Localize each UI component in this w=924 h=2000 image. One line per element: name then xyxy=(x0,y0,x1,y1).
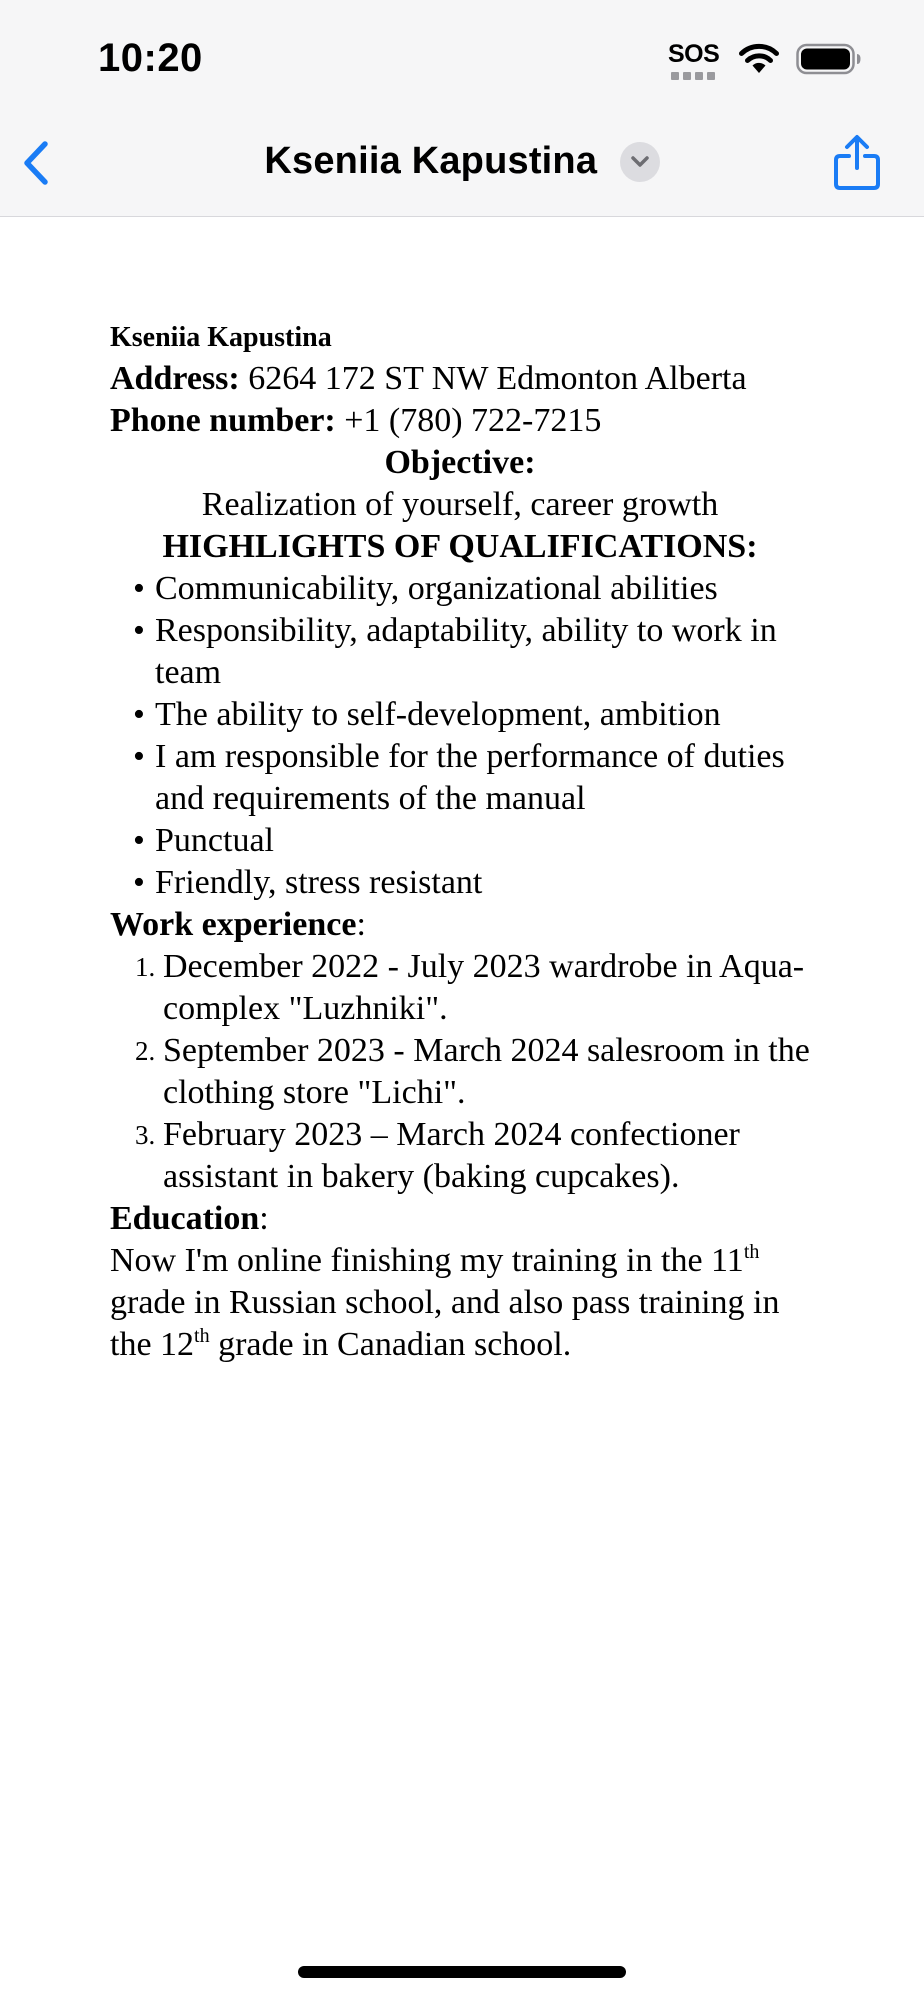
education-heading: Education xyxy=(110,1200,260,1237)
resume-document xyxy=(110,318,810,1366)
bullet-icon: • xyxy=(133,612,145,649)
bullet-icon: • xyxy=(133,570,145,607)
list-item: • The ability to self-development, ambition xyxy=(110,694,810,736)
chevron-down-icon xyxy=(630,154,650,170)
objective-heading: Objective: xyxy=(384,444,536,481)
status-time: 10:20 xyxy=(98,36,203,80)
education-heading-line: Education: xyxy=(110,1200,269,1237)
list-number: 2. xyxy=(135,1036,156,1066)
list-item: • Friendly, stress resistant xyxy=(110,862,810,904)
bullet-icon: • xyxy=(133,696,145,733)
address-line xyxy=(110,358,810,400)
title-menu-button[interactable] xyxy=(620,142,660,182)
work-list xyxy=(110,946,810,1198)
highlights-heading: HIGHLIGHTS OF QUALIFICATIONS: xyxy=(162,528,758,565)
list-item: 1. December 2022 - July 2023 wardrobe in Aqua-complex "Luzhniki". xyxy=(135,948,805,1027)
top-chrome xyxy=(0,0,924,217)
list-item: • Punctual xyxy=(110,820,810,862)
status-icons xyxy=(668,40,862,84)
sos-label: SOS xyxy=(668,40,720,68)
address-value: 6264 172 ST NW Edmonton Alberta xyxy=(239,360,747,397)
work-heading: Work experience xyxy=(110,906,357,943)
list-item: 2. September 2023 - March 2024 salesroom in the clothing store "Lichi". xyxy=(135,1032,810,1111)
bullet-icon: • xyxy=(133,864,145,901)
list-item: • Communicability, organizational abilities xyxy=(110,568,810,610)
wifi-icon xyxy=(738,42,780,76)
bullet-icon: • xyxy=(133,738,145,775)
education-text: Now I'm online finishing my training in the 11th grade in Russian school, and also pass training in the 12th grade in Canadian school. xyxy=(110,1241,780,1363)
home-indicator[interactable] xyxy=(298,1966,626,1978)
page-title[interactable]: Kseniia Kapustina xyxy=(264,140,598,182)
work-heading-line: Work experience: xyxy=(110,906,366,943)
resume-name: Kseniia Kapustina xyxy=(110,322,332,353)
objective-text: Realization of yourself, career growth xyxy=(201,486,719,523)
list-item: • Responsibility, adaptability, ability to work in team xyxy=(133,612,777,691)
highlights-list xyxy=(110,568,810,904)
address-label: Address: xyxy=(110,360,240,397)
phone-line xyxy=(110,400,810,442)
phone-value: +1 (780) 722-7215 xyxy=(335,402,602,439)
list-item: • I am responsible for the performance of duties and requirements of the manual xyxy=(133,738,785,817)
list-number: 3. xyxy=(135,1120,156,1150)
sos-indicator xyxy=(668,40,720,84)
bullet-icon: • xyxy=(133,822,145,859)
battery-icon xyxy=(796,42,862,76)
share-icon[interactable] xyxy=(832,132,882,192)
list-item: 3. February 2023 – March 2024 confectioner assistant in bakery (baking cupcakes). xyxy=(135,1116,740,1195)
phone-label: Phone number: xyxy=(110,402,336,439)
nav-title-bar xyxy=(0,140,924,190)
list-number: 1. xyxy=(135,952,156,982)
signal-dots xyxy=(671,72,719,80)
